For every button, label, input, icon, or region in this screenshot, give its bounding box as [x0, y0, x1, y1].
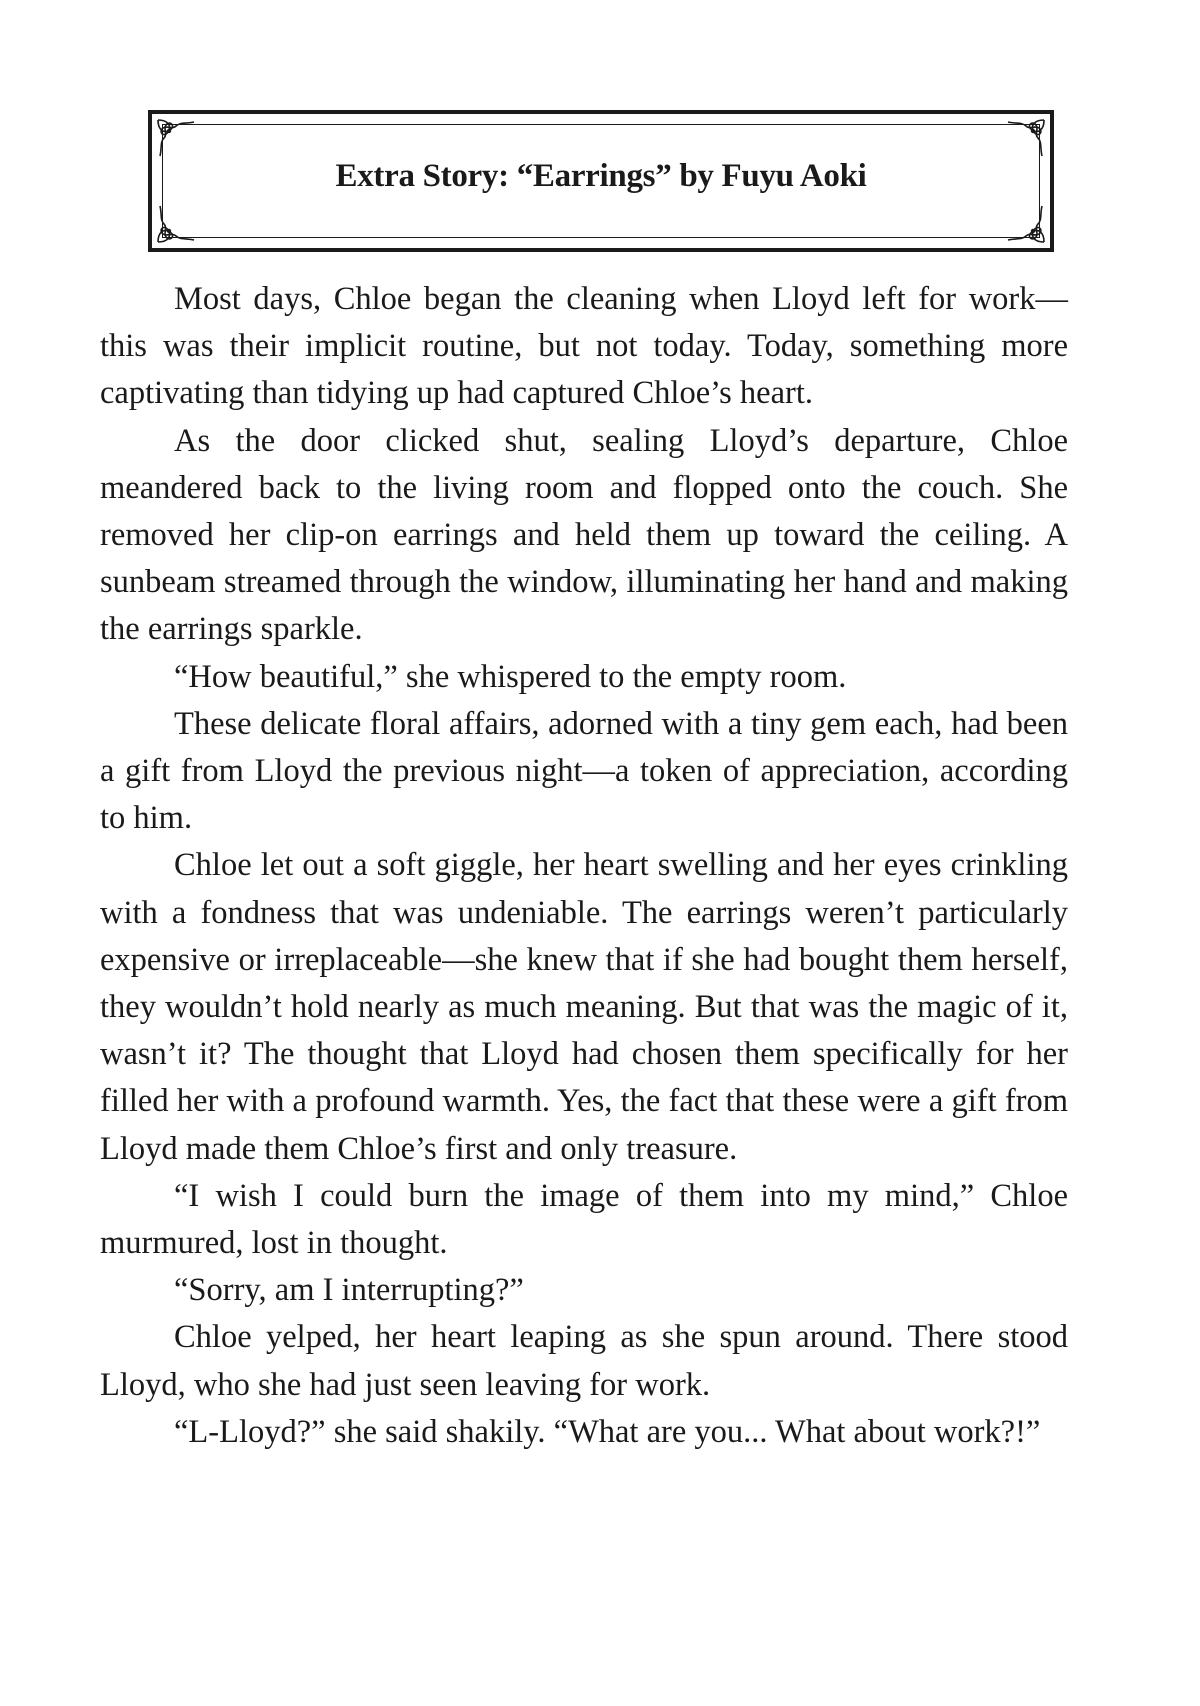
story-title: Extra Story: “Earrings” by Fuyu Aoki	[335, 158, 867, 194]
paragraph: “How beautiful,” she whispered to the empty room.	[174, 658, 847, 695]
paragraph: “L-Lloyd?” she said shakily. “What are you... What about work?!”	[174, 1413, 1041, 1450]
corner-flourish-icon	[1004, 202, 1048, 246]
paragraph: “Sorry, am I interrupting?”	[174, 1272, 524, 1309]
paragraph: Chloe yelped, her heart leaping as she spun around. There stood Lloyd, who she had just seen leaving for work.	[100, 1319, 1068, 1403]
corner-flourish-icon	[1004, 116, 1048, 160]
paragraph: As the door clicked shut, sealing Lloyd’s departure, Chloe meandered back to the living room and flopped onto the couch. She removed her clip-on earrings and held them up toward the ceiling. A sunbeam streamed through the window, illuminating her hand and making the earrings sparkle.	[100, 422, 1068, 648]
paragraph: Most days, Chloe began the cleaning when Lloyd left for work—this was their implicit routine, but not today. Today, something more captivating than tidying up had captured Chloe’s heart.	[100, 281, 1068, 412]
paragraph: Chloe let out a soft giggle, her heart swelling and her eyes crinkling with a fondness that was undeniable. The earrings weren’t particularly expensive or irreplaceable—she knew that if she had bought them herself, they wouldn’t hold nearly as much meaning. But that was the magic of it, wasn’t it? The thought that Lloyd had chosen them specifically for her filled her with a profound warmth. Yes, the fact that these were a gift from Lloyd made them Chloe’s first and only treasure.	[100, 847, 1068, 1167]
title-frame	[148, 110, 1054, 252]
corner-flourish-icon	[154, 116, 198, 160]
corner-flourish-icon	[154, 202, 198, 246]
paragraph: These delicate floral affairs, adorned with a tiny gem each, had been a gift from Lloyd the previous night—a token of appreciation, according to him.	[100, 705, 1068, 837]
story-body	[100, 276, 1068, 1456]
paragraph: “I wish I could burn the image of them into my mind,” Chloe murmured, lost in thought.	[100, 1177, 1068, 1262]
